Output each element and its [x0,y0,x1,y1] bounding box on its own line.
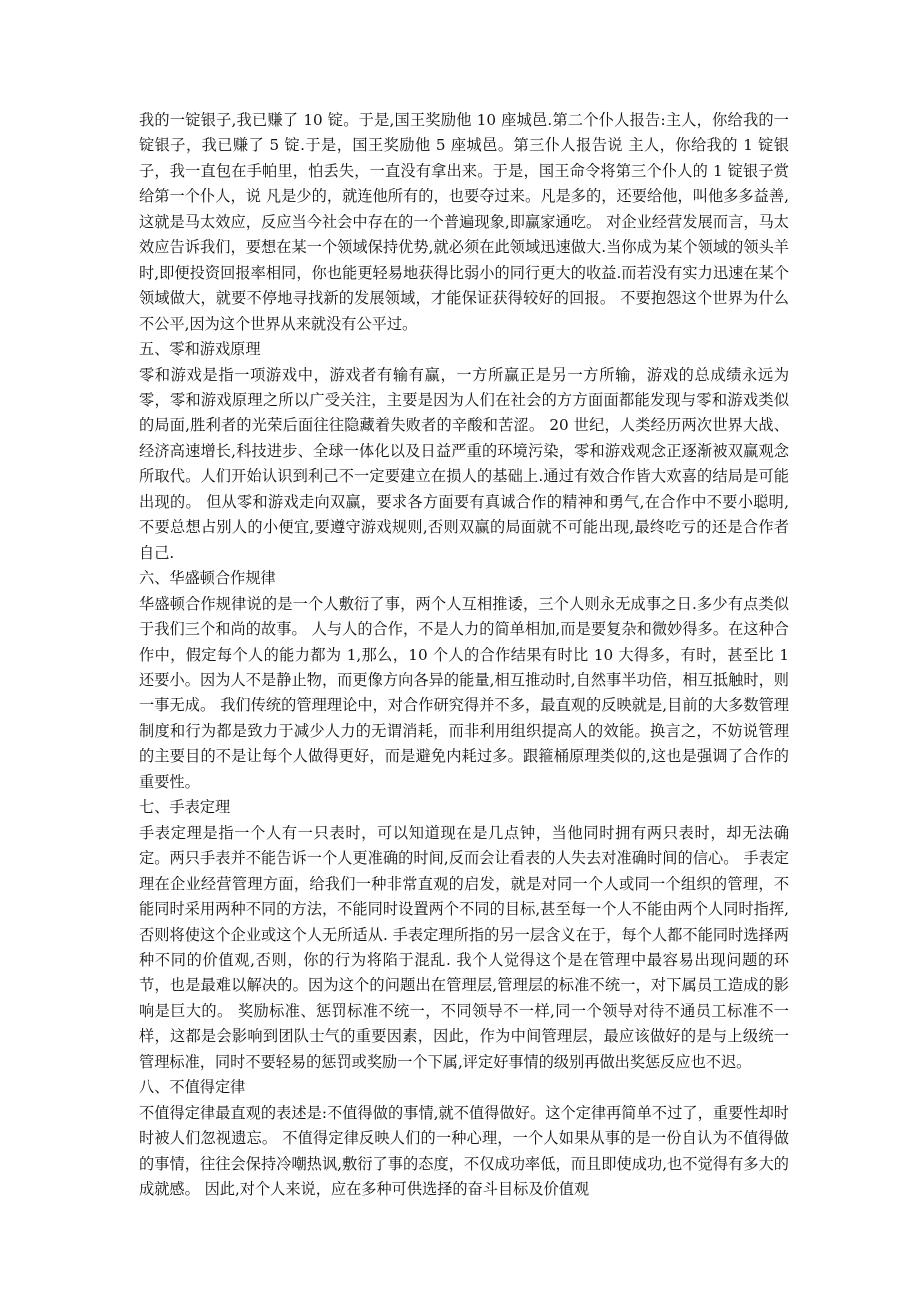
heading-watch-theorem: 七、手表定理 [139,798,231,817]
paragraph-matthew-effect: 我的一锭银子,我已赚了 10 锭。于是,国王奖励他 10 座城邑.第二个仆人报告:主人，你给我的一锭银子，我已赚了 5 锭.于是，国王奖励他 5 座城邑。第三仆人报告说 主人，你给我的 1 锭银子，我一直包在手帕里，怕丢失，一直没有拿出来。于是，国王命令将第三个仆人的 1 锭银子赏给第一个仆人，说 凡是少的，就连他所有的，也要夺过来。凡是多的，还要给他，叫他多多益善,这就是马太效应，反应当今社会中存在的一个普遍现象,即赢家通吃。 对企业经营发展而言，马太效应告诉我们，要想在某一个领域保持优势,就必须在此领域迅速做大.当你成为某个领域的领头羊时,即便投资回报率相同，你也能更轻易地获得比弱小的同行更大的收益.而若没有实力迅速在某个领域做大，就要不停地寻找新的发展领域，才能保证获得较好的回报。 不要抱怨这个世界为什么不公平,因为这个世界从来就没有公平过。 [139,111,789,333]
paragraph-not-worth-law: 不值得定律最直观的表述是:不值得做的事情,就不值得做好。这个定律再简单不过了，重要性却时时被人们忽视遗忘。 不值得定律反映人们的一种心理，一个人如果从事的是一份自认为不值得做的事情，往往会保持冷嘲热讽,敷衍了事的态度，不仅成功率低，而且即使成功,也不觉得有多大的成就感。 因此,对个人来说，应在多种可供选择的奋斗目标及价值观 [139,1103,789,1199]
heading-washington-cooperation: 六、华盛顿合作规律 [139,569,276,588]
paragraph-watch-theorem: 手表定理是指一个人有一只表时，可以知道现在是几点钟，当他同时拥有两只表时，却无法确定。两只手表并不能告诉一个人更准确的时间,反而会让看表的人失去对准确时间的信心。 手表定理在企业经营管理方面，给我们一种非常直观的启发，就是对同一个人或同一个组织的管理，不能同时采用两种不同的方法，不能同时设置两个不同的目标,甚至每一个人不能由两个人同时指挥,否则将使这个企业或这个人无所适从. 手表定理所指的另一层含义在于，每个人都不能同时选择两种不同的价值观,否则，你的行为将陷于混乱. 我个人觉得这个是在管理中最容易出现问题的环节，也是最难以解决的。因为这个的问题出在管理层,管理层的标准不统一，对下属员工造成的影响是巨大的。 奖励标准、惩罚标准不统一，不同领导不一样,同一个领导对待不通员工标准不一样，这都是会影响到团队士气的重要因素，因此，作为中间管理层，最应该做好的是与上级统一管理标准，同时不要轻易的惩罚或奖励一个下属,评定好事情的级别再做出奖惩反应也不迟。 [139,823,789,1071]
heading-not-worth-law: 八、不值得定律 [139,1078,246,1097]
paragraph-zero-sum-game: 零和游戏是指一项游戏中，游戏者有输有赢，一方所赢正是另一方所输，游戏的总成绩永远为零，零和游戏原理之所以广受关注，主要是因为人们在社会的方方面面都能发现与零和游戏类似的局面,胜利者的光荣后面往往隐藏着失败者的辛酸和苦涩。 20 世纪，人类经历两次世界大战、经济高速增长,科技进步、全球一体化以及日益严重的环境污染，零和游戏观念正逐渐被双赢观念所取代。人们开始认识到利己不一定要建立在损人的基础上.通过有效合作皆大欢喜的结局是可能出现的。 但从零和游戏走向双赢，要求各方面要有真诚合作的精神和勇气,在合作中不要小聪明,不要总想占别人的小便宜,要遵守游戏规则,否则双赢的局面就不可能出现,最终吃亏的还是合作者自己. [139,365,789,562]
heading-zero-sum-game: 五、零和游戏原理 [139,340,261,359]
paragraph-washington-cooperation: 华盛顿合作规律说的是一个人敷衍了事，两个人互相推诿，三个人则永无成事之日.多少有点类似于我们三个和尚的故事。 人与人的合作，不是人力的简单相加,而是要复杂和微妙得多。在这种合作中，假定每个人的能力都为 1,那么，10 个人的合作结果有时比 10 大得多，有时，甚至比 1 还要小。因为人不是静止物，而更像方向各异的能量,相互推动时,自然事半功倍，相互抵触时，则一事无成。 我们传统的管理理论中，对合作研究得并不多，最直观的反映就是,目前的大多数管理制度和行为都是致力于减少人力的无谓消耗，而非利用组织提高人的效能。换言之，不妨说管理的主要目的不是让每个人做得更好，而是避免内耗过多。跟箍桶原理类似的,这也是强调了合作的重要性。 [139,594,789,791]
document-body [139,108,789,1202]
